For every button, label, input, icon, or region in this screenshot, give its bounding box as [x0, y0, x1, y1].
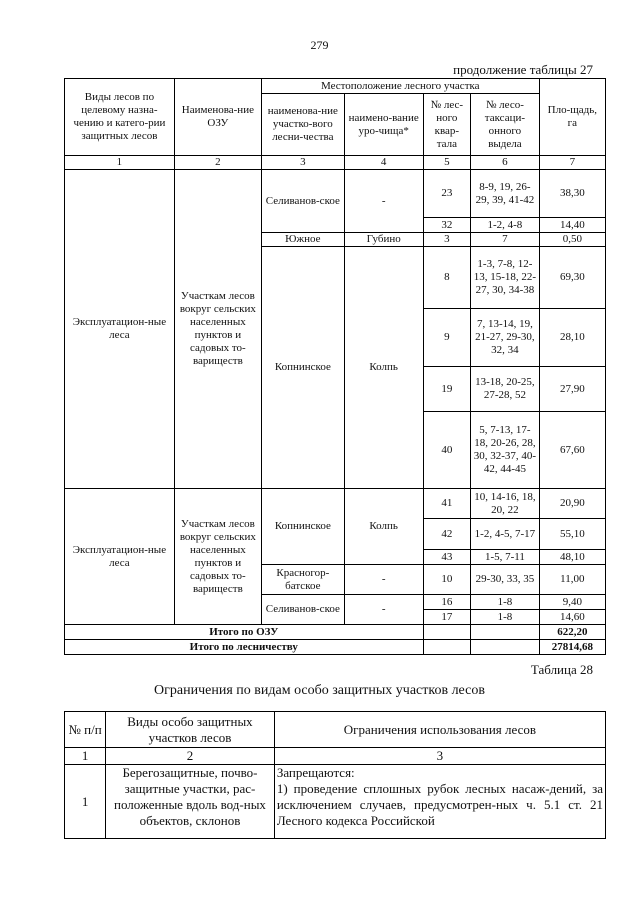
plots-cell: 1-3, 7-8, 12-13, 15-18, 22-27, 30, 34-38: [471, 247, 539, 309]
quarter-cell: 40: [423, 412, 471, 489]
tract-cell: Губино: [344, 233, 423, 247]
ozu-type-cell: Берегозащитные, почво-защитные участки, рас-положенные вдоль вод-ных объектов, склонов: [106, 765, 275, 839]
restrictions-text: 1) проведение сплошных рубок лесных насаж-дений, за исключением случаев, предусмотрен-ных ч. 5.1 ст. 21 Лесного кодекса Российской: [276, 781, 603, 828]
plots-cell: 10, 14-16, 18, 20, 22: [471, 489, 539, 519]
district-cell: Южное: [261, 233, 344, 247]
plots-cell: 1-2, 4-8: [471, 218, 539, 233]
table-27: [64, 78, 606, 655]
quarter-cell: 10: [423, 565, 471, 595]
district-cell: Селиванов-ское: [261, 170, 344, 233]
col-number: 6: [471, 156, 539, 170]
empty-cell: [471, 640, 539, 655]
table-row: [65, 765, 606, 839]
area-cell: 20,90: [539, 489, 605, 519]
total-ozu-value: 622,20: [539, 625, 605, 640]
plots-cell: 8-9, 19, 26-29, 39, 41-42: [471, 170, 539, 218]
district-cell: Красногор-батское: [261, 565, 344, 595]
district-cell: Селиванов-ское: [261, 595, 344, 625]
forest-type-cell: Эксплуатацион-ные леса: [65, 170, 175, 489]
table-continuation-label: продолжение таблицы 27: [453, 62, 593, 77]
col-number: 4: [344, 156, 423, 170]
col-number: 2: [106, 748, 275, 765]
table-28-title: Ограничения по видам особо защитных участков лесов: [154, 683, 485, 698]
plots-cell: 1-5, 7-11: [471, 550, 539, 565]
total-forestry-label: Итого по лесничеству: [65, 640, 424, 655]
plots-cell: 1-8: [471, 610, 539, 625]
table-28-label: Таблица 28: [530, 662, 593, 677]
area-cell: 55,10: [539, 519, 605, 550]
col-number: 5: [423, 156, 471, 170]
col-number: 7: [539, 156, 605, 170]
table-row: [65, 170, 606, 218]
quarter-cell: 3: [423, 233, 471, 247]
quarter-cell: 9: [423, 309, 471, 367]
district-cell: Копнинское: [261, 247, 344, 489]
col-number: 1: [65, 156, 175, 170]
header-plots: № лесо-таксаци-онного выдела: [471, 94, 539, 156]
total-ozu-row: [65, 625, 606, 640]
area-cell: 9,40: [539, 595, 605, 610]
quarter-cell: 19: [423, 367, 471, 412]
area-cell: 14,40: [539, 218, 605, 233]
header-restrictions: Ограничения использования лесов: [274, 712, 605, 748]
table-row: [65, 489, 606, 519]
header-district: наименова-ние участко-вого лесни-чества: [261, 94, 344, 156]
header-location-group: Местоположение лесного участка: [261, 79, 539, 94]
col-number: 3: [261, 156, 344, 170]
plots-cell: 13-18, 20-25, 27-28, 52: [471, 367, 539, 412]
area-cell: 28,10: [539, 309, 605, 367]
plots-cell: 1-8: [471, 595, 539, 610]
header-quarter: № лес-ного квар-тала: [423, 94, 471, 156]
header-area: Пло-щадь, га: [539, 79, 605, 156]
plots-cell: 7, 13-14, 19, 21-27, 29-30, 32, 34: [471, 309, 539, 367]
tract-cell: -: [344, 595, 423, 625]
tract-cell: -: [344, 170, 423, 233]
empty-cell: [423, 640, 471, 655]
header-ozu-type: Виды особо защитных участков лесов: [106, 712, 275, 748]
tract-cell: Колпь: [344, 489, 423, 565]
area-cell: 67,60: [539, 412, 605, 489]
col-number: 3: [274, 748, 605, 765]
table-28: [64, 711, 606, 839]
quarter-cell: 32: [423, 218, 471, 233]
tract-cell: Колпь: [344, 247, 423, 489]
plots-cell: 1-2, 4-5, 7-17: [471, 519, 539, 550]
plots-cell: 5, 7-13, 17-18, 20-26, 28, 30, 32-37, 40-42, 44-45: [471, 412, 539, 489]
restrictions-cell: [274, 765, 605, 839]
area-cell: 14,60: [539, 610, 605, 625]
area-cell: 69,30: [539, 247, 605, 309]
header-number: № п/п: [65, 712, 106, 748]
quarter-cell: 42: [423, 519, 471, 550]
area-cell: 0,50: [539, 233, 605, 247]
total-forestry-row: [65, 640, 606, 655]
forest-type-cell: Эксплуатацион-ные леса: [65, 489, 175, 625]
page-number: 279: [310, 38, 329, 52]
district-cell: Копнинское: [261, 489, 344, 565]
col-number: 1: [65, 748, 106, 765]
area-cell: 11,00: [539, 565, 605, 595]
total-forestry-value: 27814,68: [539, 640, 605, 655]
ozu-name-cell: Участкам лесов вокруг сельских населенных пунктов и садовых то-вариществ: [174, 489, 261, 625]
ozu-name-cell: Участкам лесов вокруг сельских населенных пунктов и садовых то-вариществ: [174, 170, 261, 489]
restrictions-intro: Запрещаются:: [276, 765, 355, 780]
area-cell: 48,10: [539, 550, 605, 565]
empty-cell: [423, 625, 471, 640]
quarter-cell: 43: [423, 550, 471, 565]
total-ozu-label: Итого по ОЗУ: [65, 625, 424, 640]
area-cell: 38,30: [539, 170, 605, 218]
header-ozu-name: Наименова-ние ОЗУ: [174, 79, 261, 156]
row-number: 1: [65, 765, 106, 839]
empty-cell: [471, 625, 539, 640]
header-forest-type: Виды лесов по целевому назна-чению и катего-рии защитных лесов: [65, 79, 175, 156]
quarter-cell: 8: [423, 247, 471, 309]
tract-cell: -: [344, 565, 423, 595]
quarter-cell: 16: [423, 595, 471, 610]
plots-cell: 7: [471, 233, 539, 247]
col-number: 2: [174, 156, 261, 170]
area-cell: 27,90: [539, 367, 605, 412]
quarter-cell: 17: [423, 610, 471, 625]
quarter-cell: 41: [423, 489, 471, 519]
quarter-cell: 23: [423, 170, 471, 218]
header-tract: наимено-вание уро-чища*: [344, 94, 423, 156]
plots-cell: 29-30, 33, 35: [471, 565, 539, 595]
